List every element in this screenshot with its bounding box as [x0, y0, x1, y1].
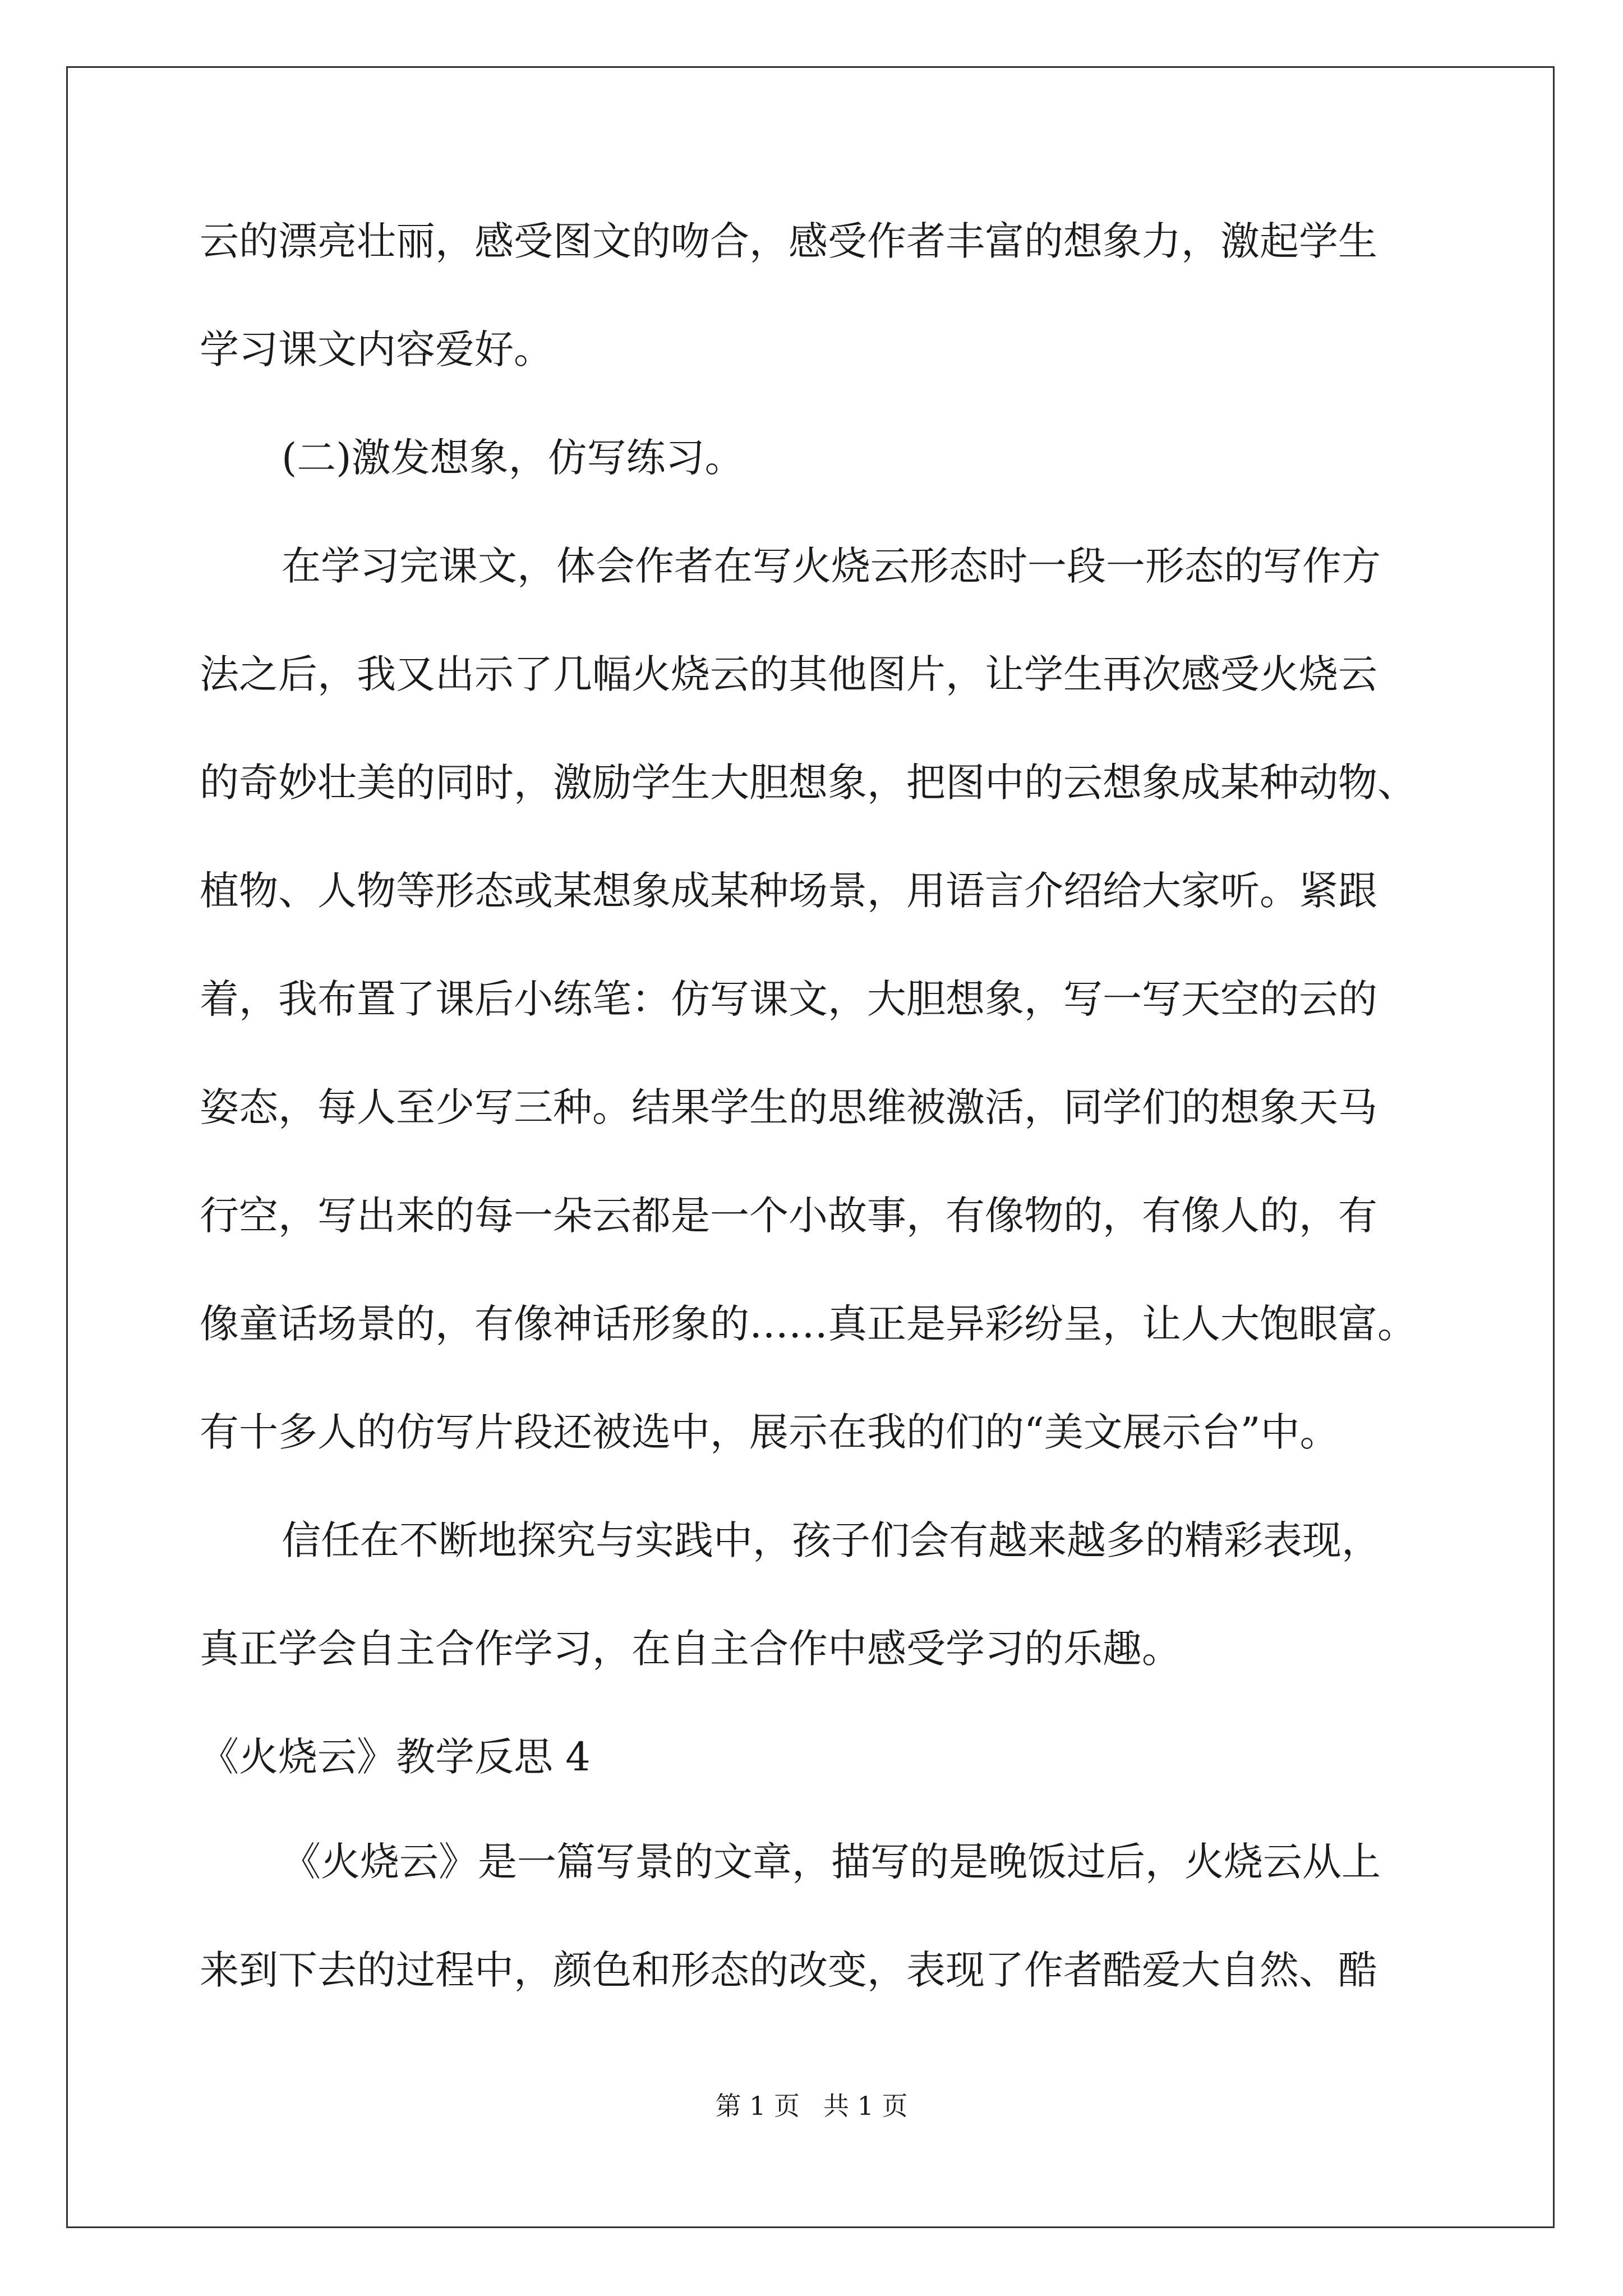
text-line: 在学习完课文，体会作者在写火烧云形态时一段一形态的写作方	[282, 543, 1381, 589]
text-line: 云的漂亮壮丽，感受图文的吻合，感受作者丰富的想象力，激起学生	[200, 218, 1377, 264]
section-heading: 《火烧云》教学反思 4	[200, 1734, 591, 1780]
text-line: 姿态，每人至少写三种。结果学生的思维被激活，同学们的想象天马	[200, 1084, 1377, 1130]
text-line: 信任在不断地探究与实践中，孩子们会有越来越多的精彩表现，	[282, 1517, 1381, 1563]
text-line: 像童话场景的，有像神话形象的……真正是异彩纷呈，让人大饱眼富。	[200, 1301, 1417, 1347]
text-line: 《火烧云》是一篇写景的文章，描写的是晚饭过后，火烧云从上	[282, 1839, 1381, 1885]
text-line: 学习课文内容爱好。	[200, 326, 553, 372]
text-line: 植物、人物等形态或某想象成某种场景，用语言介绍给大家听。紧跟	[200, 868, 1377, 914]
section-subheading: (二)激发想象，仿写练习。	[282, 435, 744, 481]
text-line: 真正学会自主合作学习，在自主合作中感受学习的乐趣。	[200, 1626, 1181, 1672]
page-number-current: 第 1 页	[715, 2091, 800, 2121]
document-body	[200, 213, 1433, 2050]
page-number-total: 共 1 页	[823, 2091, 908, 2121]
text-line: 的奇妙壮美的同时，激励学生大胆想象，把图中的云想象成某种动物、	[200, 760, 1417, 806]
text-line: 有十多人的仿写片段还被选中，展示在我的们的“美文展示台”中。	[200, 1409, 1339, 1455]
text-line: 来到下去的过程中，颜色和形态的改变，表现了作者酷爱大自然、酷	[200, 1947, 1377, 1993]
text-line: 着，我布置了课后小练笔：仿写课文，大胆想象，写一写天空的云的	[200, 976, 1377, 1022]
page-footer	[0, 2089, 1623, 2123]
text-line: 行空，写出来的每一朵云都是一个小故事，有像物的，有像人的，有	[200, 1193, 1377, 1239]
text-line: 法之后，我又出示了几幅火烧云的其他图片，让学生再次感受火烧云	[200, 651, 1377, 697]
